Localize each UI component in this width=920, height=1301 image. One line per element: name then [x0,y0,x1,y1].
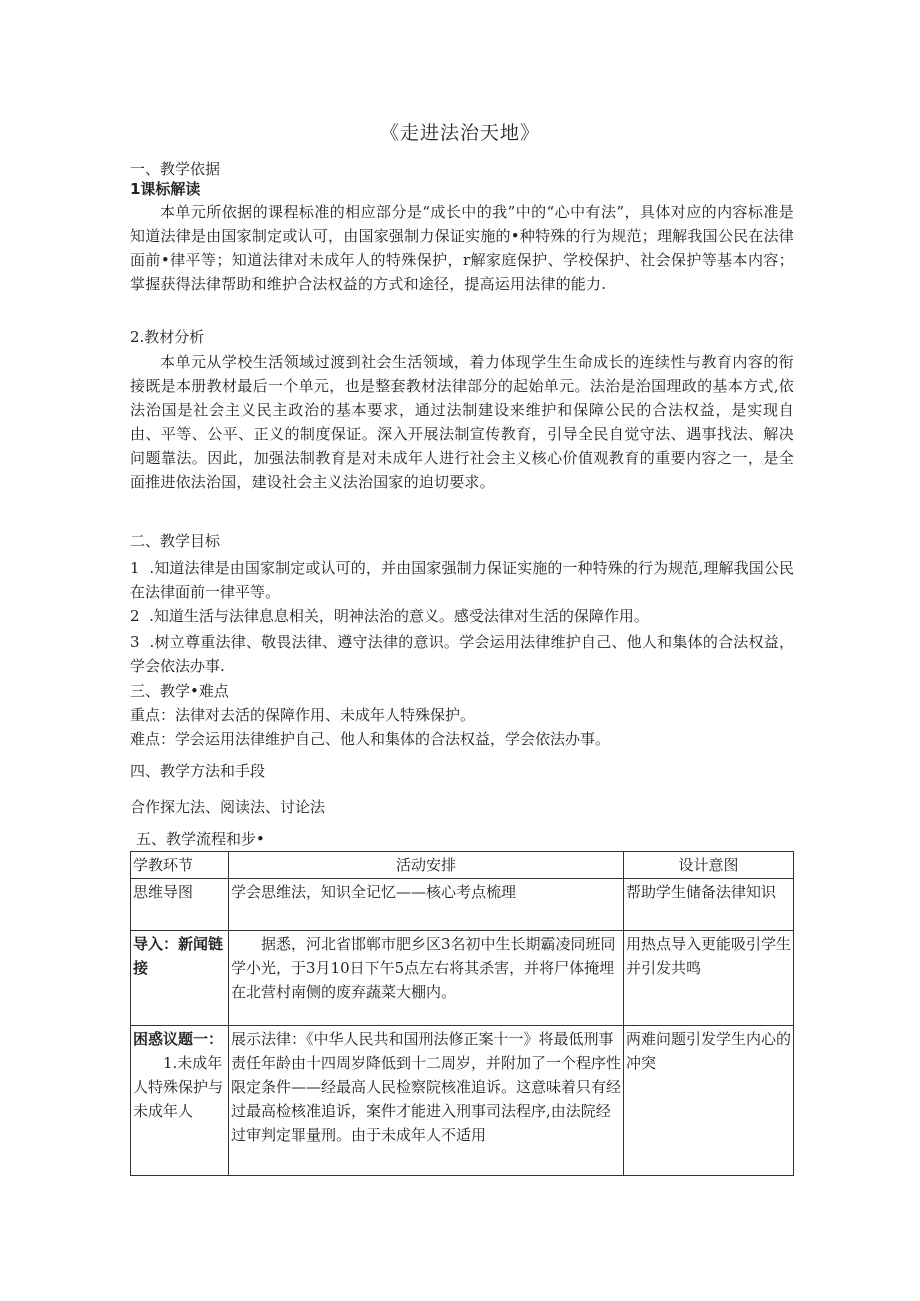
row3-intent: 两难问题引发学生内心的冲突 [624,1026,794,1176]
row1-stage: 思维导图 [131,879,229,931]
section3-heading: 三、教学•难点 [130,682,229,700]
difficult-points: 难点：学会运用法律维护自己、他人和集体的合法权益，学会依法办事。 [130,730,611,748]
goal-item-3: 3 .树立尊重法律、敬畏法律、遵守法律的意识。学会运用法律维护自己、他人和集体的合法权益，学会依法办事. [130,633,794,675]
document-title: 《走进法治天地》 [379,122,540,144]
teaching-methods: 合作探尢法、阅读法、讨论法 [130,798,326,816]
row3-stage-rest: 1.未成年人特殊保护与未成年人 [133,1054,224,1120]
header-activity: 活动安排 [229,852,624,879]
section1-sub2-text: 本单元从学校生活领域过渡到社会生活领域，着力体现学生生命成长的连续性与教育内容的衔接既是本册教材最后一个单元，也是整套教材法律部分的起始单元。法治是治国理政的基本方式,依法治国是社会主义民主政治的基本要求，通过法制建设来维护和保障公民的合法权益，是实现自由、平等、公平、正义的制度保证。深入开展法制宣传教育，引导全民自觉守法、遇事找法、解决问题靠法。因此，加强法制教育是对未成年人进行社会主义核心价值观教育的重要内容之一，是全面推进依法治国，建设社会主义法治国家的迫切要求。 [130,353,794,491]
section1-sub1-text: 本单元所依据的课程标准的相应部分是“成长中的我”中的“心中有法”，具体对应的内容标准是知道法律是由国家制定或认可，由国家强制力保证实施的•种特殊的行为规范；理解我国公民在法律面前•律平等；知道法律对未成年人的特殊保护，r解家庭保护、学校保护、社会保护等基本内容；掌握获得法律帮助和维护合法权益的方式和途径，提高运用法律的能力. [130,203,794,293]
goal-item-2: 2 .知道生活与法律息息相关，明神法治的意义。感受法律对生活的保障作用。 [130,607,649,625]
section1-sub1-title: 1课标解读 [130,180,201,198]
header-stage: 学教环节 [131,852,229,879]
row1-activity: 学会思维法，知识全记忆——核心考点梳理 [229,879,624,931]
section1-sub2-title: 2.教材分析 [130,328,205,346]
row2-intent: 用热点导入更能吸引学生并引发共鸣 [624,931,794,1026]
row2-activity: 据悉，河北省邯郸市肥乡区3名初中生长期霸凌同班同学小光，于3月10日下午5点左右将其杀害，并将尸体掩埋在北营村南侧的废弃蔬菜大棚内。 [229,931,624,1026]
row1-intent: 帮助学生储备法律知识 [624,879,794,931]
section4-heading: 四、教学方法和手段 [130,762,266,780]
row3-stage [131,1026,229,1176]
table-row [131,931,794,1026]
table-row [131,1026,794,1176]
goal-item-1: 1 .知道法律是由国家制定或认可的，并由国家强制力保证实施的一种特殊的行为规范,理解我国公民在法律面前一律平等。 [130,559,794,601]
table-row [131,879,794,931]
row3-activity: 展示法律：《中华人民共和国刑法修正案十一》将最低刑事责任年龄由十四周岁降低到十二周岁，并附加了一个程序性限定条件——经最高人民检察院核准追诉。这意味着只有经过最高检核准追诉，案件才能进入刑事司法程序,由法院经过审判定罪量刑。由于未成年人不适用 [229,1026,624,1176]
section5-heading: 五、教学流程和步• [136,830,265,848]
header-intent: 设计意图 [624,852,794,879]
row2-stage: 导入：新闻链接 [131,931,229,1026]
key-points: 重点：法律对去活的保障作用、未成年人特殊保护。 [130,706,476,724]
teaching-flow-table [130,851,794,1176]
section1-heading: 一、教学依据 [130,160,221,178]
table-header-row [131,852,794,879]
row3-stage-bold: 困惑议题一： [133,1030,224,1048]
section2-heading: 二、教学目标 [130,532,221,550]
